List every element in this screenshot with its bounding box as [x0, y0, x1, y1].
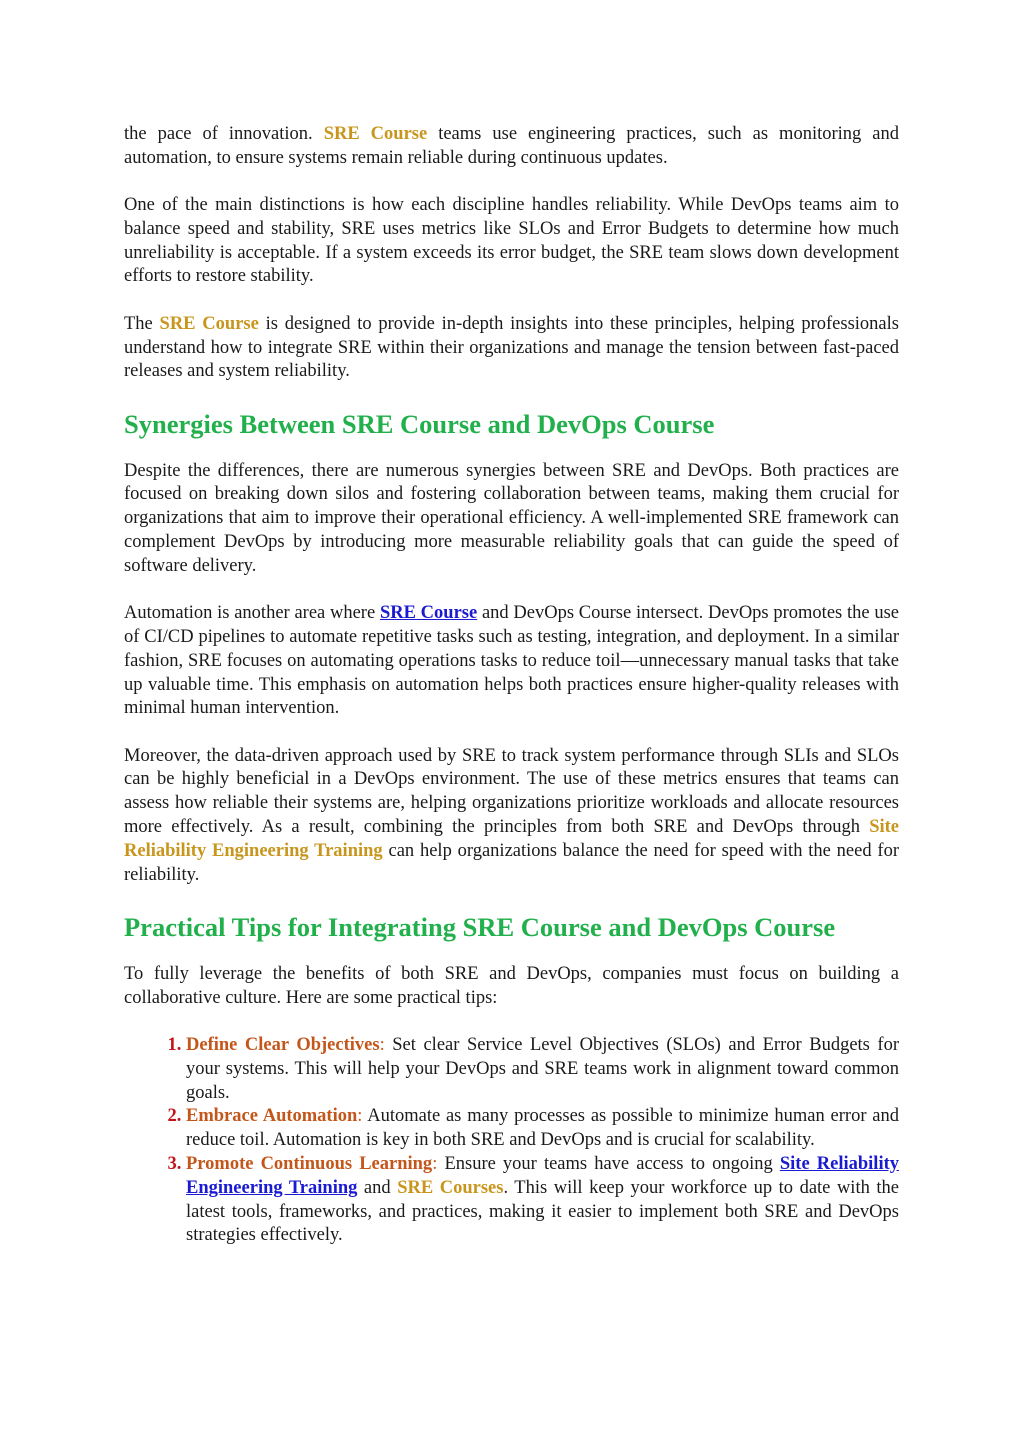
paragraph-text: teams use engineering practices, such as monitoring and automation, to ensure systems remain reliable during continuous updates.: [124, 124, 899, 168]
tips-list: [124, 1034, 899, 1248]
tip-text: Set clear Service Level Objectives (SLOs) and Error Budgets for your systems. This will help your DevOps and SRE teams work in alignment toward common goals.: [186, 1035, 899, 1103]
tip-text: and: [357, 1177, 398, 1198]
tip-item: [186, 1105, 899, 1153]
sre-training-highlight: Site Reliability Engineering Training: [124, 817, 899, 861]
tip-title: Define Clear Objectives: [186, 1035, 380, 1056]
heading-synergies: Synergies Between SRE Course and DevOps Course: [124, 408, 715, 439]
tip-colon: :: [357, 1106, 363, 1127]
tip-title: Embrace Automation: [186, 1106, 358, 1127]
tip-title: Promote Continuous Learning: [186, 1154, 433, 1174]
sre-courses-highlight: SRE Courses: [397, 1177, 504, 1198]
sre-course-link[interactable]: SRE Course: [379, 603, 478, 624]
paragraph-automation: [124, 602, 899, 721]
sre-course-highlight: SRE Course: [323, 124, 428, 144]
paragraph-text: The: [124, 313, 160, 334]
tip-colon: :: [379, 1035, 385, 1056]
paragraph-synergies: Despite the differences, there are numerous synergies between SRE and DevOps. Both practices are focused on breaking down silos and fostering collaboration between teams, making them crucial for organizations that aim to improve their operational efficiency. A well-implemented SRE framework can complement DevOps by introducing more measurable reliability goals that can guide the speed of software delivery.: [124, 460, 899, 576]
paragraph-text: is designed to provide in-depth insights into these principles, helping professionals understand how to integrate SRE within their organizations and manage the tension between fast-paced releases and system reliability.: [124, 313, 899, 382]
paragraph-text: can help organizations balance the need for speed with the need for reliability.: [124, 840, 899, 885]
paragraph-text: the pace of innovation.: [124, 124, 324, 144]
paragraph-distinctions: One of the main distinctions is how each discipline handles reliability. While DevOps teams aim to balance speed and stability, SRE uses metrics like SLOs and Error Budgets to determine how much unreliability is acceptable. If a system exceeds its error budget, the SRE team slows down development efforts to restore stability.: [124, 195, 899, 287]
tip-text: Ensure your teams have access to ongoing: [437, 1154, 780, 1174]
heading-practical-tips: Practical Tips for Integrating SRE Course and DevOps Course: [124, 911, 836, 942]
paragraph-tips-intro: To fully leverage the benefits of both SRE and DevOps, companies must focus on building a collaborative culture. Here are some practical tips:: [124, 963, 899, 1008]
tip-colon: :: [432, 1154, 438, 1174]
paragraph-data-driven: [124, 745, 899, 888]
tip-text: . This will keep your workforce up to date with the latest tools, frameworks, and practices, making it easier to implement both SRE and DevOps strategies effectively.: [186, 1177, 899, 1246]
tip-text: Automate as many processes as possible to minimize human error and reduce toil. Automation is key in both SRE and DevOps and is crucial for scalability.: [186, 1106, 899, 1151]
paragraph-pace-of-innovation: [124, 123, 899, 171]
paragraph-text: Automation is another area where: [124, 603, 380, 624]
paragraph-text: and DevOps Course intersect. DevOps promotes the use of CI/CD pipelines to automate repetitive tasks such as testing, integration, and deployment. In a similar fashion, SRE focuses on automating operations tasks to reduce toil—unnecessary manual tasks that take up valuable time. This emphasis on automation helps both practices ensure higher-quality releases with minimal human intervention.: [124, 603, 899, 719]
sre-course-highlight: SRE Course: [159, 313, 259, 334]
paragraph-text: Moreover, the data-driven approach used by SRE to track system performance through SLIs and SLOs can be highly beneficial in a DevOps environment. The use of these metrics ensures that teams can assess how reliable their systems are, helping organizations prioritize workloads and allocate resources more effectively. As a result, combining the principles from both SRE and DevOps through: [124, 745, 899, 838]
sre-training-link[interactable]: Site Reliability Engineering Training: [186, 1154, 899, 1198]
paragraph-sre-course-design: [124, 313, 899, 384]
tip-item: [186, 1034, 899, 1105]
tip-item: [186, 1153, 899, 1248]
